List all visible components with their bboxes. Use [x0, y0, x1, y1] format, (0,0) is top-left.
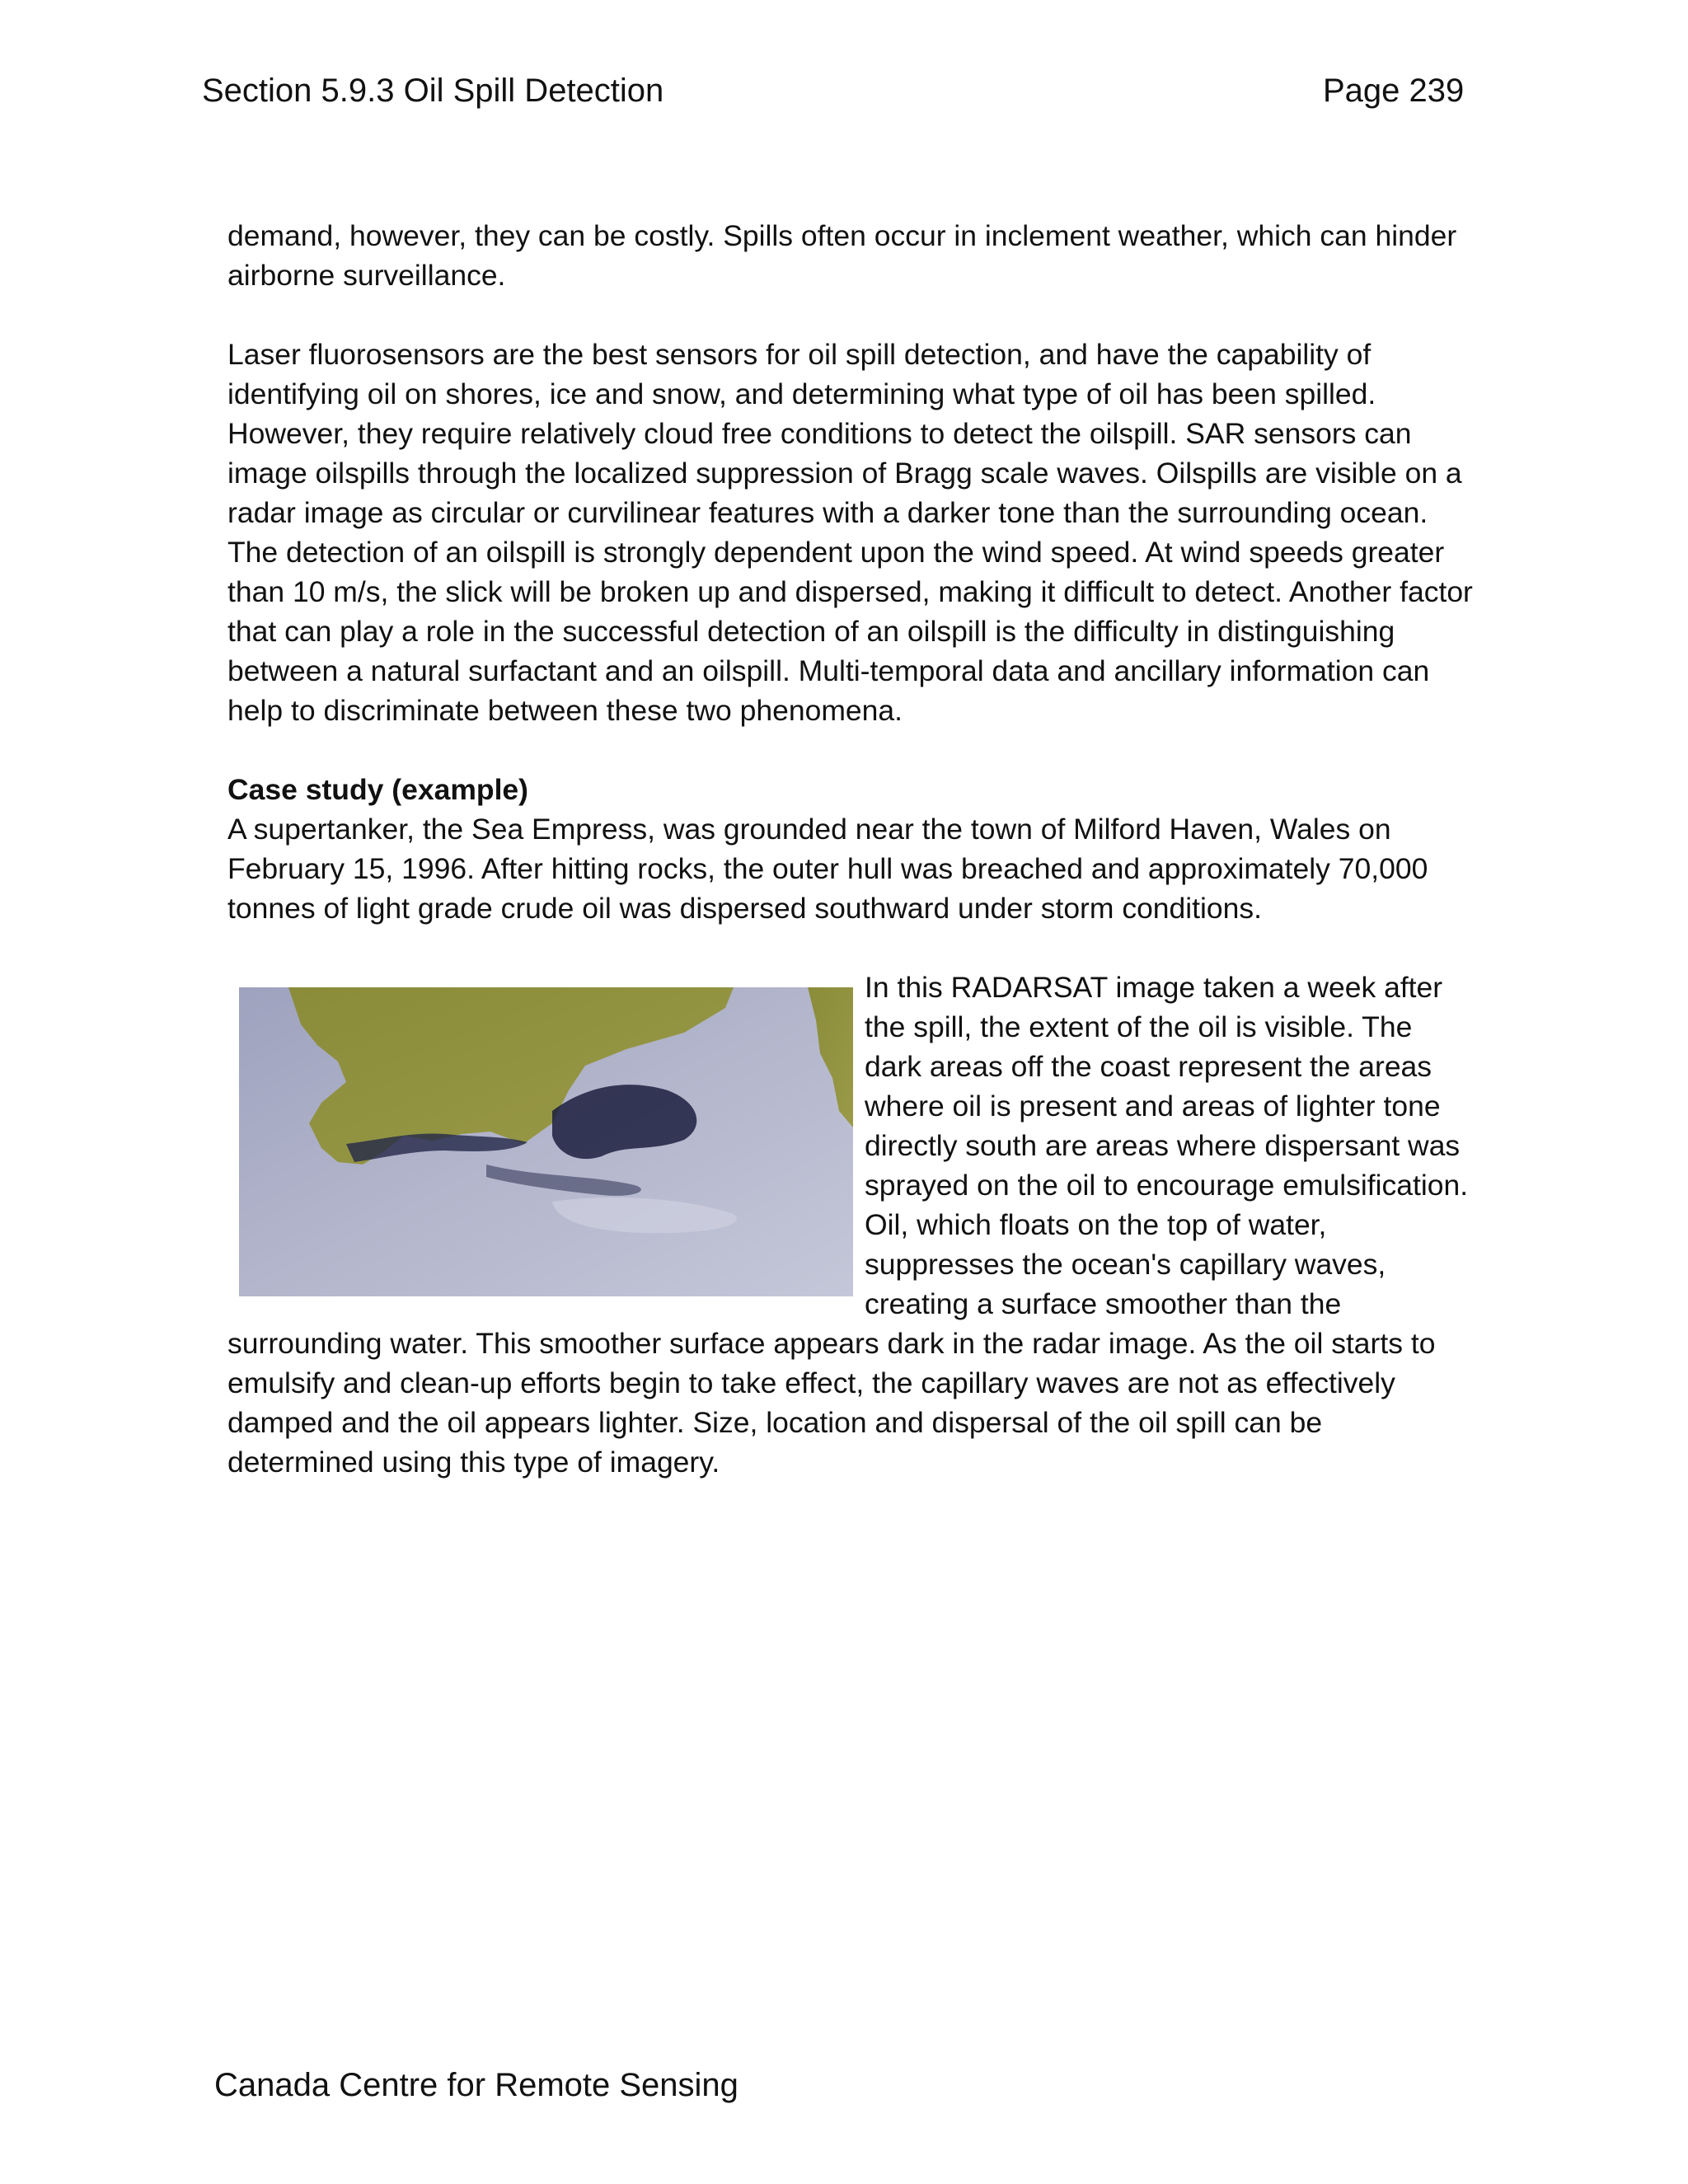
radar-image-graphic: [239, 987, 853, 1296]
section-title: Section 5.9.3 Oil Spill Detection: [202, 73, 664, 109]
radarsat-oil-spill-image: [239, 987, 853, 1296]
case-study-text: A supertanker, the Sea Empress, was grounded near the town of Milford Haven, Wales on February 15, 1996. After hitting rocks, the outer hull was breached and approximately 70,000 tonnes of light grade crude oil was dispersed southward under storm conditions.: [227, 813, 1428, 925]
case-study-heading: Case study (example): [227, 773, 529, 806]
paragraph-radarsat: In this RADARSAT image taken a week after the spill, the extent of the oil is visible. The dark areas off the coast represent the areas where oil is present and areas of lighter tone directly south are areas where dispersant was sprayed on the oil to encourage emulsification. Oil, which floats on the top of water, suppresses the ocean's capillary waves, creating a surface smoother than the surrounding water. This smoother surface appears dark in the radar image. As the oil starts to emulsify and clean-up efforts begin to take effect, the capillary waves are not as effectively damped and the oil appears lighter. Size, location and dispersal of the oil spill can be determined using this type of imagery.: [227, 971, 1469, 1479]
paragraph-cost: demand, however, they can be costly. Spills often occur in inclement weather, which can hinder airborne surveillance.: [227, 219, 1457, 292]
footer-organization: Canada Centre for Remote Sensing: [214, 2067, 738, 2103]
case-study: [227, 770, 1476, 928]
page-content: [227, 216, 1476, 1482]
paragraph-sensors: Laser fluorosensors are the best sensors for oil spill detection, and have the capability of identifying oil on shores, ice and snow, and determining what type of oil has been spilled. However, they require relatively cloud free conditions to detect the oilspill. SAR sensors can image oilspills through the localized suppression of Bragg scale waves. Oilspills are visible on a radar image as circular or curvilinear features with a darker tone than the surrounding ocean. The detection of an oilspill is strongly dependent upon the wind speed. At wind speeds greater than 10 m/s, the slick will be broken up and dispersed, making it difficult to detect. Another factor that can play a role in the successful detection of an oilspill is the difficulty in distinguishing between a natural surfactant and an oilspill. Multi-temporal data and ancillary information can help to discriminate between these two phenomena.: [227, 338, 1473, 727]
page-number: Page 239: [1323, 73, 1465, 109]
